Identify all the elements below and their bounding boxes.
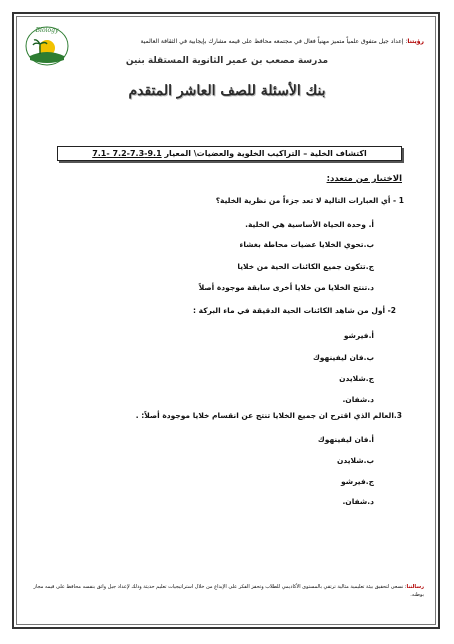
question-2-option-c: ج.شلايدن bbox=[339, 374, 374, 383]
question-1-option-b: ب.تحوي الخلايا عضيات محاطة بغشاء bbox=[239, 240, 374, 249]
page-title: بنك الأسئلة للصف العاشر المتقدم bbox=[128, 83, 326, 99]
question-3-option-a: أ.فان ليفينهوك bbox=[317, 435, 374, 444]
question-1-option-a: أ. وحدة الحياة الأساسية هي الخلية. bbox=[245, 220, 374, 229]
unit-standard-box bbox=[57, 146, 402, 161]
question-2-option-b: ب.فان ليفينهوك bbox=[312, 353, 374, 362]
vision-text: : إعداد جيل متفوق علمياً متميز مهنياً فعال في مجتمعه محافظ على قيمه مشارك بإيجابية في الثقافة العالمية bbox=[140, 38, 408, 45]
logo-text: Biology bbox=[35, 27, 59, 34]
question-2-option-a: أ.فيرشو bbox=[343, 331, 374, 340]
question-3-option-b: ب.شلايدن bbox=[336, 456, 374, 465]
question-2-stem: 2- أول من شاهد الكائنات الحية الدقيقة في ماء البركة : bbox=[193, 306, 396, 315]
question-1-option-d: د.تنتج الخلايا من خلايا أخرى سابقة موجودة أصلاً bbox=[198, 283, 374, 292]
vision-label: رؤيتنا bbox=[407, 38, 424, 45]
section-title: الاختيار من متعدد: bbox=[326, 174, 402, 184]
question-1-option-c: ج.تتكون جميع الكائنات الحية من خلايا bbox=[237, 262, 374, 271]
school-name: مدرسة مصعب بن عمير الثانوية المستقلة بنين bbox=[125, 56, 329, 66]
question-3-stem: 3.العالم الذي اقترح ان جميع الخلايا تنتج عن انقسام خلايا موجودة أصلاً: . bbox=[135, 411, 402, 420]
mission-label: رسالتنا bbox=[406, 584, 424, 590]
vision-statement bbox=[94, 38, 424, 46]
question-1-stem: 1 - أي العبارات التالية لا تعد جزءاً من نظرية الخلية؟ bbox=[215, 196, 404, 205]
mission-text: : نسعى لتحقيق بيئة تعليمية مثالية ترتقي بالمستوى الأكاديمي للطلاب وتحفز الفكر على الإبداع من خلال استراتيجيات تعليم حديثة وذلك لإعداد جيل واثق بنفسه محافظ على قيمه مجاز بوطنه. bbox=[33, 584, 424, 598]
page-border-inner bbox=[16, 16, 436, 625]
question-3-option-d: د.شفان. bbox=[342, 497, 374, 506]
question-2-option-d: د.شفان. bbox=[342, 395, 374, 404]
mission-statement bbox=[24, 583, 424, 599]
unit-topic: اكتشاف الخلية – التراكيب الخلوية والعضيات\ المعيار bbox=[164, 149, 367, 158]
unit-standards: 9.1-7.3-7.2 -7.1 bbox=[92, 149, 162, 158]
question-3-option-c: ج.فيرشو bbox=[341, 477, 374, 486]
